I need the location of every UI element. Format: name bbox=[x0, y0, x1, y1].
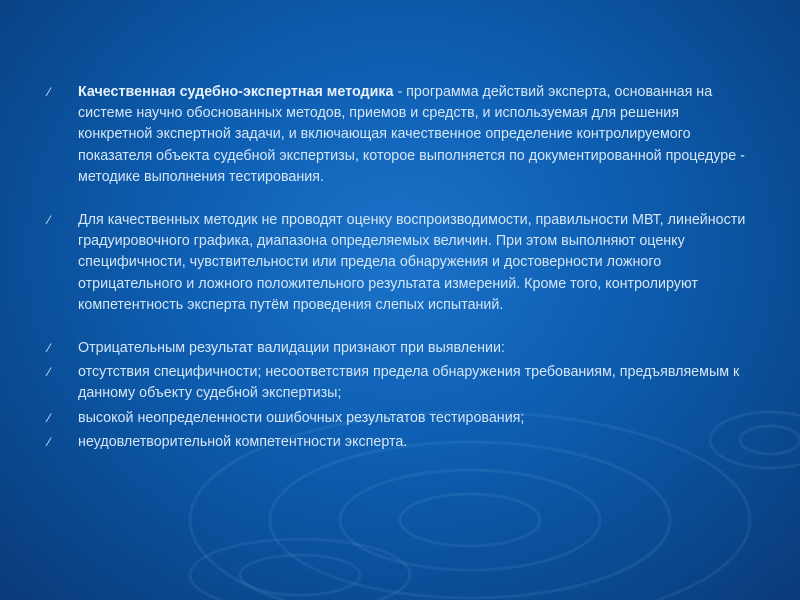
bullet-text: высокой неопределенности ошибочных результатов тестирования; bbox=[78, 409, 525, 426]
bullet-marker: ⁄ bbox=[48, 341, 51, 356]
bullet-marker: ⁄ bbox=[48, 85, 51, 99]
bullet-marker: ⁄ bbox=[48, 434, 51, 449]
bullet-item-definition bbox=[48, 82, 748, 188]
bullet-text: неудовлетворительной компетентности эксперта. bbox=[78, 433, 408, 450]
bullet-text: Для качественных методик не проводят оценку воспроизводимости, правильности МВТ, линейности градуировочного графика, диапазона определяемых величин. При этом выполняют оценку специфичности, чувствительности или предела обнаружения и достоверности ложного отрицательного и ложного положительного результата измерений. Кроме того, контролируют компетентность эксперта путём проведения слепых испытаний. bbox=[78, 212, 746, 313]
bullet-item-qualitative-methods bbox=[48, 210, 748, 316]
bullet-marker: ⁄ bbox=[48, 410, 51, 425]
definition-text: - программа действий эксперта, основанная на системе научно обоснованных методов, приемов и средств, и используемая для решения конкретной экспертной задачи, и включающая качественное определение контролируемого показателя объекта судебной экспертизы, которое выполняется по документированной процедуре - методике выполнения тестирования. bbox=[78, 84, 745, 185]
slide-content bbox=[48, 82, 748, 453]
bullet-text: Отрицательным результат валидации признают при выявлении: bbox=[78, 340, 505, 357]
bullet-item-specificity bbox=[48, 362, 748, 404]
bullet-item-competence bbox=[48, 432, 748, 453]
bullet-text: отсутствия специфичности; несоответствия предела обнаружения требованиям, предъявляемым к данному объекту судебной экспертизы; bbox=[78, 364, 740, 402]
bullet-item-negative-result bbox=[48, 338, 748, 359]
bullet-marker: ⁄ bbox=[48, 213, 51, 228]
definition-term: Качественная судебно-экспертная методика bbox=[78, 84, 394, 100]
bullet-marker: ⁄ bbox=[48, 365, 51, 380]
bullet-item-uncertainty bbox=[48, 408, 748, 429]
